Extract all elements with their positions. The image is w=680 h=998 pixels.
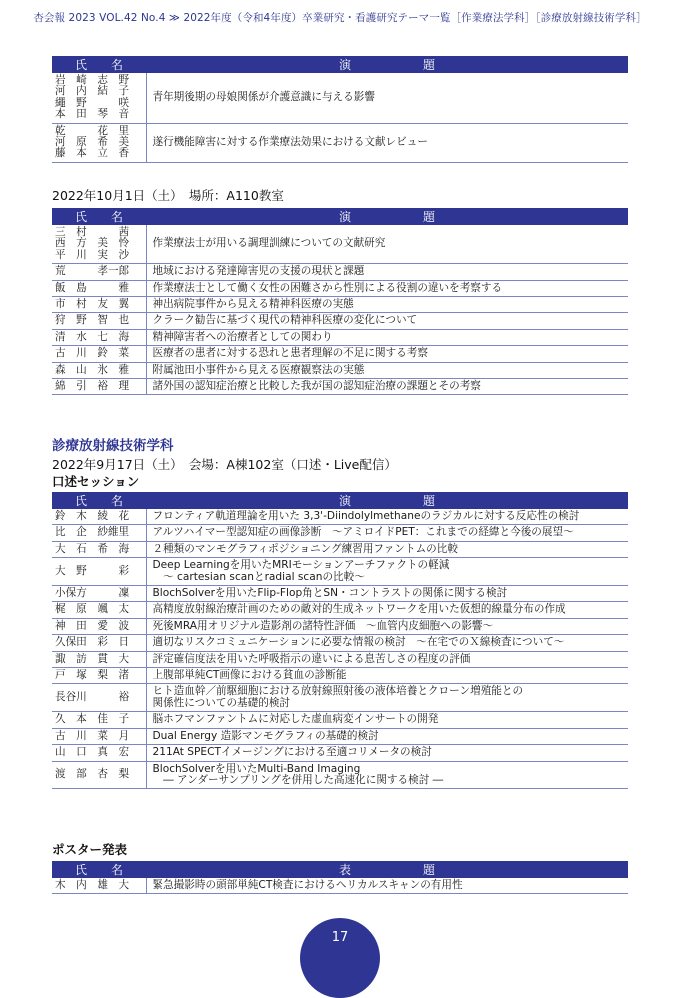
author-names-cell (52, 745, 146, 761)
running-head: 杏会報 2023 VOL.42 No.4 ≫ 2022年度（令和4年度）卒業研究・看護研究テーマ一覧［作業療法学科］［診療放射線技術学科］ (33, 12, 647, 24)
author-names-cell (52, 225, 146, 264)
table-row (52, 525, 628, 541)
theme-table (52, 861, 628, 894)
theme-title-cell (146, 379, 628, 395)
session-heading-sep: 2022年9月17日（土） 会場：A棟102室（口述・Live配信） (52, 457, 397, 472)
theme-title-line: 緊急撮影時の頭部単純CT検査におけるヘリカルスキャンの有用性 (152, 879, 463, 891)
author-names-cell (52, 712, 146, 728)
author-names-cell (52, 280, 146, 296)
dept-heading-radiology: 診療放射線技術学科 (52, 438, 174, 454)
author-name: 小保方 凜 (55, 587, 130, 600)
author-names-cell (52, 684, 146, 712)
theme-title-cell (146, 264, 628, 280)
theme-table (52, 208, 628, 395)
table-row (52, 362, 628, 378)
theme-title-cell (146, 73, 628, 123)
author-name: 渡 部 杏 梨 (55, 768, 130, 781)
theme-title-cell (146, 635, 628, 651)
theme-title-cell (146, 280, 628, 296)
table-row (52, 878, 628, 894)
table-row (52, 635, 628, 651)
author-names-cell (52, 558, 146, 586)
theme-title-cell (146, 525, 628, 541)
theme-title-cell (146, 684, 628, 712)
theme-title-line: 遂行機能障害に対する作業療法効果における文献レビュー (152, 136, 428, 149)
table-row (52, 712, 628, 728)
author-name: 大 野 彩 (55, 564, 130, 577)
author-name: 木 内 雄 大 (55, 879, 130, 891)
theme-title-line: ２種類のマンモグラフィポジショニング練習用ファントムの比較 (152, 542, 458, 555)
author-name: 河 原 希 美 (55, 136, 130, 149)
theme-title-cell (146, 602, 628, 618)
author-names-cell (52, 602, 146, 618)
table-row (52, 651, 628, 667)
author-name: 諏 訪 貫 大 (55, 652, 130, 665)
theme-title-cell (146, 362, 628, 378)
author-name: 比 企 紗維里 (55, 526, 130, 539)
author-name: 藤 本 立 香 (55, 147, 130, 160)
author-name: 飯 島 雅 (55, 281, 130, 294)
author-name: 山 口 真 宏 (55, 746, 130, 759)
theme-title-cell (146, 558, 628, 586)
author-names-cell (52, 123, 146, 162)
table-row (52, 280, 628, 296)
author-names-cell (52, 525, 146, 541)
column-header-title: 表 題 (146, 861, 628, 878)
author-names-cell (52, 761, 146, 789)
column-header-title: 演 題 (146, 208, 628, 225)
theme-title-cell (146, 346, 628, 362)
theme-title-line: ヒト造血幹／前駆細胞における放射線照射後の液体培養とクローン増殖能との (152, 685, 524, 698)
theme-title-line: 評定確信度法を用いた呼吸指示の違いによる息苦しさの程度の評価 (152, 652, 471, 665)
author-names-cell (52, 541, 146, 557)
author-names-cell (52, 618, 146, 634)
theme-title-cell (146, 745, 628, 761)
theme-title-line: 地域における発達障害児の支援の現状と課題 (152, 265, 365, 278)
author-names-cell (52, 878, 146, 894)
theme-title-line: 諸外国の認知症治療と比較した我が国の認知症治療の課題とその考察 (152, 380, 481, 393)
author-names-cell (52, 329, 146, 345)
author-name: 岩 崎 志 野 (55, 74, 130, 86)
author-name: 清 水 七 海 (55, 330, 130, 343)
table-row (52, 264, 628, 280)
theme-title-line: 作業療法士として働く女性の困難さから性別による役割の違いを考察する (152, 281, 503, 294)
column-header-name: 氏 名 (52, 861, 146, 878)
theme-title-line: ― アンダーサンプリングを併用した高速化に関する検討 ― (152, 773, 444, 786)
theme-title-line: アルツハイマー型認知症の画像診断 ～アミロイドPET：これまでの経緯と今後の展望～ (152, 526, 574, 539)
table-row (52, 684, 628, 712)
author-names-cell (52, 346, 146, 362)
column-header-name: 氏 名 (52, 208, 146, 225)
table-row (52, 602, 628, 618)
theme-title-line: 神出病院事件から見える精神科医療の実態 (152, 298, 354, 311)
author-name: 三 村 茜 (55, 226, 130, 238)
theme-title-cell (146, 586, 628, 602)
author-name: 乾 花 里 (55, 124, 130, 137)
session-heading-oct: 2022年10月1日（土） 場所：A110教室 (52, 188, 284, 203)
table-row (52, 123, 628, 162)
theme-title-line: 上腹部単純CT画像における貧血の診断能 (152, 669, 347, 682)
theme-table (52, 492, 628, 789)
theme-title-line: 作業療法士が用いる調理訓練についての文献研究 (152, 237, 386, 250)
table-row (52, 73, 628, 123)
theme-title-line: 高精度放射線治療計画のための敵対的生成ネットワークを用いた仮想的線量分布の作成 (152, 603, 566, 616)
author-names-cell (52, 586, 146, 602)
table-row (52, 558, 628, 586)
author-name: 久保田 彩 日 (55, 636, 130, 649)
author-name: 久 本 佳 子 (55, 713, 130, 726)
author-names-cell (52, 73, 146, 123)
theme-title-line: 適切なリスクコミュニケーションに必要な情報の検討 ～在宅でのＸ線検査について～ (152, 636, 565, 649)
author-name: 河 内 結 子 (55, 85, 130, 98)
theme-title-line: 医療者の患者に対する恐れと患者理解の不足に関する考察 (152, 347, 428, 360)
author-names-cell (52, 264, 146, 280)
ot-table-1 (52, 56, 628, 163)
poster-heading: ポスター発表 (52, 842, 128, 857)
theme-title-line: 211At SPECTイメージングにおける至適コリメータの検討 (152, 746, 432, 759)
author-names-cell (52, 728, 146, 744)
author-names-cell (52, 379, 146, 395)
author-names-cell (52, 509, 146, 525)
theme-title-cell (146, 618, 628, 634)
author-name: 本 田 琴 音 (55, 108, 130, 121)
theme-title-cell (146, 761, 628, 789)
table-row (52, 668, 628, 684)
author-name: 綿 引 裕 理 (55, 380, 130, 393)
table-row (52, 509, 628, 525)
table-row (52, 618, 628, 634)
theme-title-line: 青年期後期の母娘関係が介護意識に与える影響 (152, 91, 375, 104)
table-row (52, 586, 628, 602)
theme-title-cell (146, 712, 628, 728)
theme-title-cell (146, 509, 628, 525)
theme-title-line: 精神障害者への治療者としての関わり (152, 330, 333, 343)
author-name: 長谷川 裕 (55, 691, 130, 704)
table-row (52, 346, 628, 362)
theme-title-cell (146, 541, 628, 557)
column-header-title: 演 題 (146, 492, 628, 509)
author-name: 神 田 愛 波 (55, 619, 130, 632)
theme-title-line: クラーク勧告に基づく現代の精神科医療の変化について (152, 314, 418, 327)
table-row (52, 313, 628, 329)
author-name: 市 村 友 翼 (55, 298, 130, 311)
author-name: 大 石 希 海 (55, 542, 130, 555)
author-name: 戸 塚 梨 渚 (55, 669, 130, 682)
table-row (52, 225, 628, 264)
table-row (52, 728, 628, 744)
table-row (52, 379, 628, 395)
theme-title-line: フロンティア軌道理論を用いた 3,3'-Diindolylmethaneのラジカルに対する反応性の検討 (152, 510, 580, 522)
theme-title-line: Deep Learningを用いたMRIモーションアーチファクトの軽減 (152, 559, 450, 572)
rt-poster-table (52, 861, 628, 894)
theme-title-line: BlochSolverを用いたFlip-Flop角とSN・コントラストの関係に関する検討 (152, 587, 508, 600)
author-name: 鈴 木 綾 花 (55, 510, 130, 522)
theme-title-line: 関係性についての基礎的検討 (152, 696, 291, 709)
theme-title-line: 附属池田小事件から見える医療観察法の実態 (152, 363, 365, 376)
theme-title-cell (146, 329, 628, 345)
theme-title-cell (146, 878, 628, 894)
table-row (52, 761, 628, 789)
author-name: 森 山 氷 雅 (55, 363, 130, 376)
theme-title-line: 脳ホフマンファントムに対応した虚血病変インサートの開発 (152, 713, 439, 726)
author-names-cell (52, 668, 146, 684)
author-name: 梶 原 颯 太 (55, 603, 130, 616)
rt-oral-table (52, 492, 628, 789)
theme-title-line: BlochSolverを用いたMulti-Band Imaging (152, 762, 361, 775)
author-name: 古 川 菜 月 (55, 729, 130, 742)
ot-table-2 (52, 208, 628, 395)
author-names-cell (52, 313, 146, 329)
author-name: 繩 野 咲 (55, 96, 130, 109)
theme-title-cell (146, 668, 628, 684)
table-row (52, 541, 628, 557)
theme-title-cell (146, 297, 628, 313)
column-header-name: 氏 名 (52, 56, 146, 73)
author-name: 古 川 鈴 菜 (55, 347, 130, 360)
author-names-cell (52, 362, 146, 378)
author-name: 荒 孝一郎 (55, 265, 130, 278)
author-name: 西 方 美 怜 (55, 237, 130, 250)
column-header-title: 演 題 (146, 56, 628, 73)
theme-title-cell (146, 728, 628, 744)
author-names-cell (52, 635, 146, 651)
oral-session-heading: 口述セッション (52, 474, 140, 489)
table-row (52, 297, 628, 313)
table-row (52, 329, 628, 345)
theme-title-line: ～ cartesian scanとradial scanの比較～ (152, 570, 365, 583)
column-header-name: 氏 名 (52, 492, 146, 509)
theme-title-line: Dual Energy 造影マンモグラフィの基礎的検討 (152, 729, 379, 742)
page-number: 17 (331, 930, 349, 945)
author-names-cell (52, 651, 146, 667)
theme-title-line: 死後MRA用オリジナル造影剤の諸特性評価 ～血管内皮細胞への影響～ (152, 619, 494, 632)
author-name: 狩 野 智 也 (55, 314, 130, 327)
theme-title-cell (146, 123, 628, 162)
theme-table (52, 56, 628, 163)
theme-title-cell (146, 651, 628, 667)
author-names-cell (52, 297, 146, 313)
theme-title-cell (146, 313, 628, 329)
theme-title-cell (146, 225, 628, 264)
author-name: 平 川 実 沙 (55, 248, 130, 261)
table-row (52, 745, 628, 761)
